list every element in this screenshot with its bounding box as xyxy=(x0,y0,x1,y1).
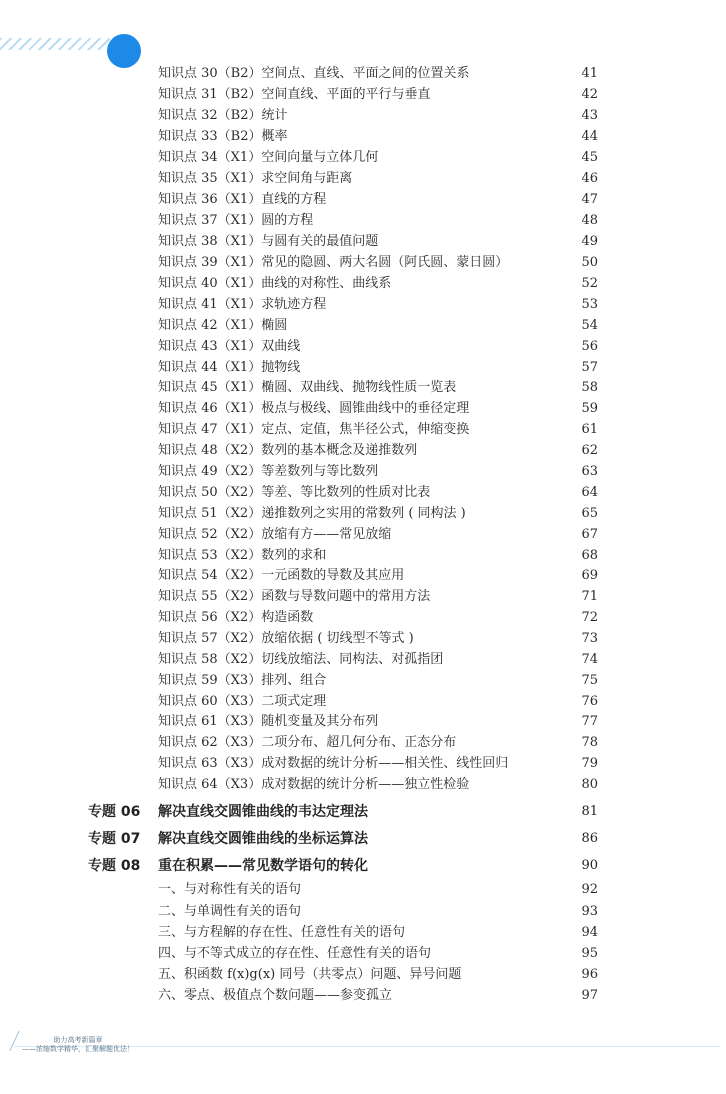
toc-entry[interactable]: 知识点 58（X2）切线放缩法、同构法、对孤指团 74 xyxy=(158,652,598,667)
toc-subsection[interactable]: 一、与对称性有关的语句 92 xyxy=(158,882,598,897)
topic-page: 90 xyxy=(581,858,598,873)
toc-entry[interactable]: 知识点 31（B2）空间直线、平面的平行与垂直 42 xyxy=(158,87,598,102)
toc-entry[interactable]: 知识点 52（X2）放缩有方——常见放缩 67 xyxy=(158,527,598,542)
toc-entry[interactable]: 知识点 60（X3）二项式定理 76 xyxy=(158,694,598,709)
toc-entry[interactable]: 知识点 64（X3）成对数据的统计分析——独立性检验 80 xyxy=(158,777,598,792)
toc-entry[interactable]: 知识点 48（X2）数列的基本概念及递推数列 62 xyxy=(158,443,598,458)
footer-slogan xyxy=(22,1036,134,1054)
toc-entry[interactable]: 知识点 49（X2）等差数列与等比数列 63 xyxy=(158,464,598,479)
toc-entry[interactable]: 知识点 30（B2）空间点、直线、平面之间的位置关系 41 xyxy=(158,66,598,81)
topic-tag: 专题 08 xyxy=(88,858,141,874)
toc-entry[interactable]: 知识点 62（X3）二项分布、超几何分布、正态分布 78 xyxy=(158,735,598,750)
topic-title: 解决直线交圆锥曲线的韦达定理法 xyxy=(158,804,368,820)
toc-subsection[interactable]: 二、与单调性有关的语句 93 xyxy=(158,904,598,919)
toc-topic[interactable] xyxy=(88,827,600,851)
toc-subsection[interactable]: 四、与不等式成立的存在性、任意性有关的语句 95 xyxy=(158,946,598,961)
toc-topic[interactable] xyxy=(88,800,600,824)
toc-entry[interactable]: 知识点 34（X1）空间向量与立体几何 45 xyxy=(158,150,598,165)
topic-page: 86 xyxy=(581,831,598,846)
toc-entry[interactable]: 知识点 40（X1）曲线的对称性、曲线系 52 xyxy=(158,276,598,291)
footer-line-1: 助力高考新篇章 xyxy=(53,1036,103,1044)
toc-entry[interactable]: 知识点 51（X2）递推数列之实用的常数列 ( 同构法 ) 65 xyxy=(158,506,598,521)
toc-entry[interactable]: 知识点 47（X1）定点、定值，焦半径公式，伸缩变换 61 xyxy=(158,422,598,437)
footer-line-2: ——浓缩数学精华，汇聚解题优法！ xyxy=(22,1045,134,1053)
topic-tag: 专题 07 xyxy=(88,831,141,847)
toc-entry[interactable]: 知识点 43（X1）双曲线 56 xyxy=(158,339,598,354)
header-hatch-decoration xyxy=(0,38,110,50)
toc-entry[interactable]: 知识点 39（X1）常见的隐圆、两大名圆（阿氏圆、蒙日圆） 50 xyxy=(158,255,598,270)
toc-entry[interactable]: 知识点 56（X2）构造函数 72 xyxy=(158,610,598,625)
toc-entry[interactable]: 知识点 53（X2）数列的求和 68 xyxy=(158,548,598,563)
toc-entry[interactable]: 知识点 36（X1）直线的方程 47 xyxy=(158,192,598,207)
toc-entry[interactable]: 知识点 44（X1）抛物线 57 xyxy=(158,360,598,375)
topic-tag: 专题 06 xyxy=(88,804,141,820)
topic-title: 解决直线交圆锥曲线的坐标运算法 xyxy=(158,831,368,847)
toc-entry[interactable]: 知识点 46（X1）极点与极线、圆锥曲线中的垂径定理 59 xyxy=(158,401,598,416)
toc-entry[interactable]: 知识点 55（X2）函数与导数问题中的常用方法 71 xyxy=(158,589,598,604)
toc-subsection[interactable]: 六、零点、极值点个数问题——参变孤立 97 xyxy=(158,988,598,1003)
toc-entry[interactable]: 知识点 59（X3）排列、组合 75 xyxy=(158,673,598,688)
footer-slash-decoration xyxy=(9,1031,19,1051)
toc-subsection[interactable]: 五、积函数 f(x)g(x) 同号（共零点）问题、异号问题 96 xyxy=(158,967,598,982)
toc-entry[interactable]: 知识点 45（X1）椭圆、双曲线、抛物线性质一览表 58 xyxy=(158,380,598,395)
toc-entry[interactable]: 知识点 63（X3）成对数据的统计分析——相关性、线性回归 79 xyxy=(158,756,598,771)
topic-page: 81 xyxy=(581,804,598,819)
toc-entry[interactable]: 知识点 38（X1）与圆有关的最值问题 49 xyxy=(158,234,598,249)
toc-entry[interactable]: 知识点 32（B2）统计 43 xyxy=(158,108,598,123)
toc-entry[interactable]: 知识点 42（X1）椭圆 54 xyxy=(158,318,598,333)
toc-topic[interactable] xyxy=(88,854,600,878)
toc-entry[interactable]: 知识点 57（X2）放缩依据 ( 切线型不等式 ) 73 xyxy=(158,631,598,646)
toc-subsection[interactable]: 三、与方程解的存在性、任意性有关的语句 94 xyxy=(158,925,598,940)
toc-entry[interactable]: 知识点 50（X2）等差、等比数列的性质对比表 64 xyxy=(158,485,598,500)
toc-entry[interactable]: 知识点 33（B2）概率 44 xyxy=(158,129,598,144)
toc-entry[interactable]: 知识点 41（X1）求轨迹方程 53 xyxy=(158,297,598,312)
header-circle-decoration xyxy=(107,34,141,68)
toc-entry[interactable]: 知识点 35（X1）求空间角与距离 46 xyxy=(158,171,598,186)
toc-entry[interactable]: 知识点 61（X3）随机变量及其分布列 77 xyxy=(158,714,598,729)
topic-title: 重在积累——常见数学语句的转化 xyxy=(158,858,368,874)
toc-entry[interactable]: 知识点 37（X1）圆的方程 48 xyxy=(158,213,598,228)
toc-entry[interactable]: 知识点 54（X2）一元函数的导数及其应用 69 xyxy=(158,568,598,583)
